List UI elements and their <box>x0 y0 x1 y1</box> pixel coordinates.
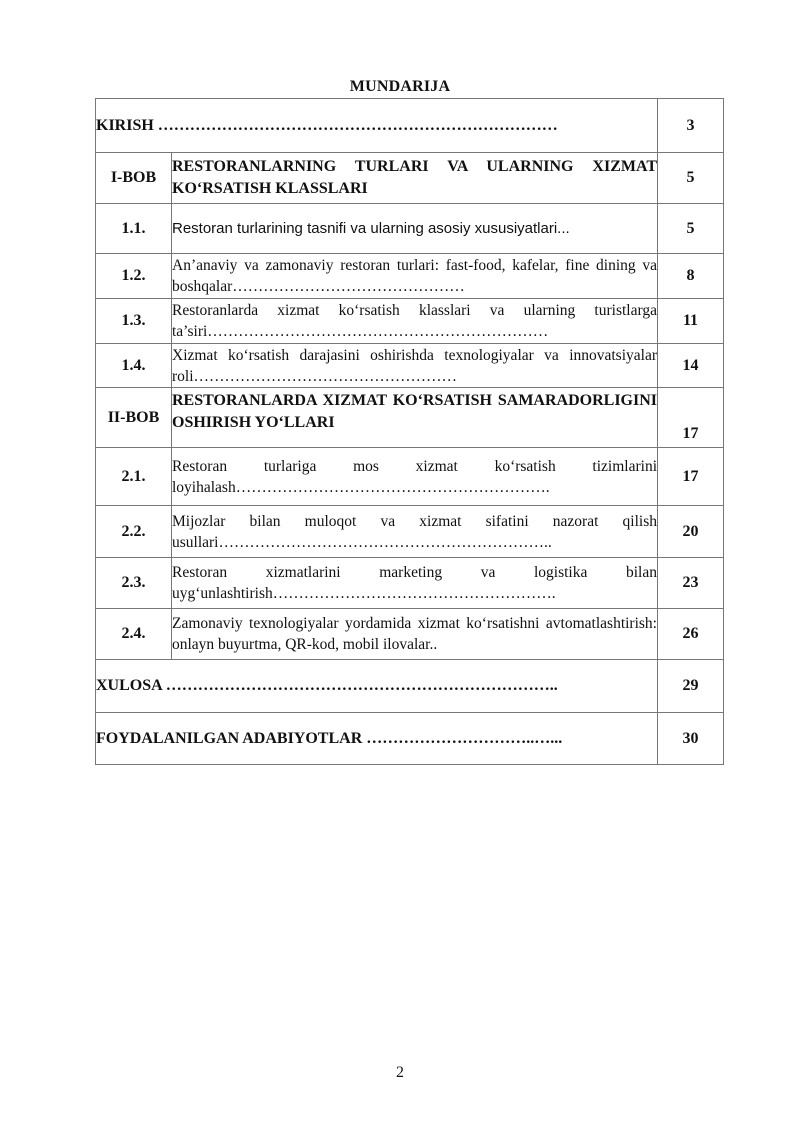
toc-entry-2-3: Restoran xizmatlarini marketing va logistika bilan uyg‘unlashtirish………………………………………………. <box>172 558 658 609</box>
toc-num-2-1: 2.1. <box>96 448 172 506</box>
toc-row-bob2 <box>96 388 724 448</box>
toc-row-1-2 <box>96 254 724 299</box>
toc-row-bob1 <box>96 153 724 204</box>
toc-num-2-4: 2.4. <box>96 609 172 660</box>
table-of-contents <box>95 98 724 765</box>
toc-row-1-4 <box>96 344 724 388</box>
toc-entry-1-4: Xizmat ko‘rsatish darajasini oshirishda texnologiyalar va innovatsiyalar roli…………………………………………… <box>172 344 658 388</box>
toc-page-2-2: 20 <box>658 506 724 558</box>
toc-page-1-4: 14 <box>658 344 724 388</box>
toc-num-1-3: 1.3. <box>96 299 172 344</box>
toc-row-2-3 <box>96 558 724 609</box>
toc-row-xulosa <box>96 660 724 713</box>
page-number: 2 <box>396 1064 404 1081</box>
toc-entry-adabiyot: FOYDALANILGAN ADABIYOTLAR …………………………..…... <box>96 713 658 765</box>
toc-entry-1-1: Restoran turlarining tasnifi va ularning asosiy xususiyatlari... <box>172 204 658 254</box>
toc-page-2-1: 17 <box>658 448 724 506</box>
toc-page-1-1: 5 <box>658 204 724 254</box>
toc-entry-1-3: Restoranlarda xizmat ko‘rsatish klasslari va ularning turistlarga ta’siri………………………………………………………… <box>172 299 658 344</box>
toc-entry-1-2: An’anaviy va zamonaviy restoran turlari: fast-food, kafelar, fine dining va boshqalar……………………………………… <box>172 254 658 299</box>
toc-entry-kirish: KIRISH ………………………………………………………………… <box>96 99 658 153</box>
toc-title: MUNDARIJA <box>349 78 451 95</box>
toc-num-2-3: 2.3. <box>96 558 172 609</box>
toc-num-1-2: 1.2. <box>96 254 172 299</box>
toc-row-1-1 <box>96 204 724 254</box>
toc-row-2-2 <box>96 506 724 558</box>
toc-num-bob2: II-BOB <box>96 388 172 448</box>
toc-entry-2-4: Zamonaviy texnologiyalar yordamida xizmat ko‘rsatishni avtomatlashtirish: onlayn buyurtma, QR-kod, mobil ilovalar.. <box>172 609 658 660</box>
toc-page-1-2: 8 <box>658 254 724 299</box>
toc-entry-xulosa: XULOSA ……………………………………………………………….. <box>96 660 658 713</box>
toc-row-kirish <box>96 99 724 153</box>
toc-page-adabiyot: 30 <box>658 713 724 765</box>
toc-page-bob2: 17 <box>658 388 724 448</box>
toc-num-2-2: 2.2. <box>96 506 172 558</box>
toc-row-adabiyot <box>96 713 724 765</box>
toc-num-1-1: 1.1. <box>96 204 172 254</box>
toc-page-1-3: 11 <box>658 299 724 344</box>
toc-page-bob1: 5 <box>658 153 724 204</box>
toc-entry-bob2: RESTORANLARDA XIZMAT KO‘RSATISH SAMARADORLIGINI OSHIRISH YO‘LLARI <box>172 388 658 448</box>
toc-entry-2-2: Mijozlar bilan muloqot va xizmat sifatini nazorat qilish usullari……………………………………………………….. <box>172 506 658 558</box>
toc-page-2-4: 26 <box>658 609 724 660</box>
toc-row-2-4 <box>96 609 724 660</box>
toc-entry-bob1: RESTORANLARNING TURLARI VA ULARNING XIZMAT KO‘RSATISH KLASSLARI <box>172 153 658 204</box>
toc-page-2-3: 23 <box>658 558 724 609</box>
toc-num-bob1: I-BOB <box>96 153 172 204</box>
toc-row-1-3 <box>96 299 724 344</box>
toc-page-xulosa: 29 <box>658 660 724 713</box>
toc-num-1-4: 1.4. <box>96 344 172 388</box>
toc-row-2-1 <box>96 448 724 506</box>
toc-entry-2-1: Restoran turlariga mos xizmat ko‘rsatish tizimlarini loyihalash……………………………………………………. <box>172 448 658 506</box>
toc-page-kirish: 3 <box>658 99 724 153</box>
